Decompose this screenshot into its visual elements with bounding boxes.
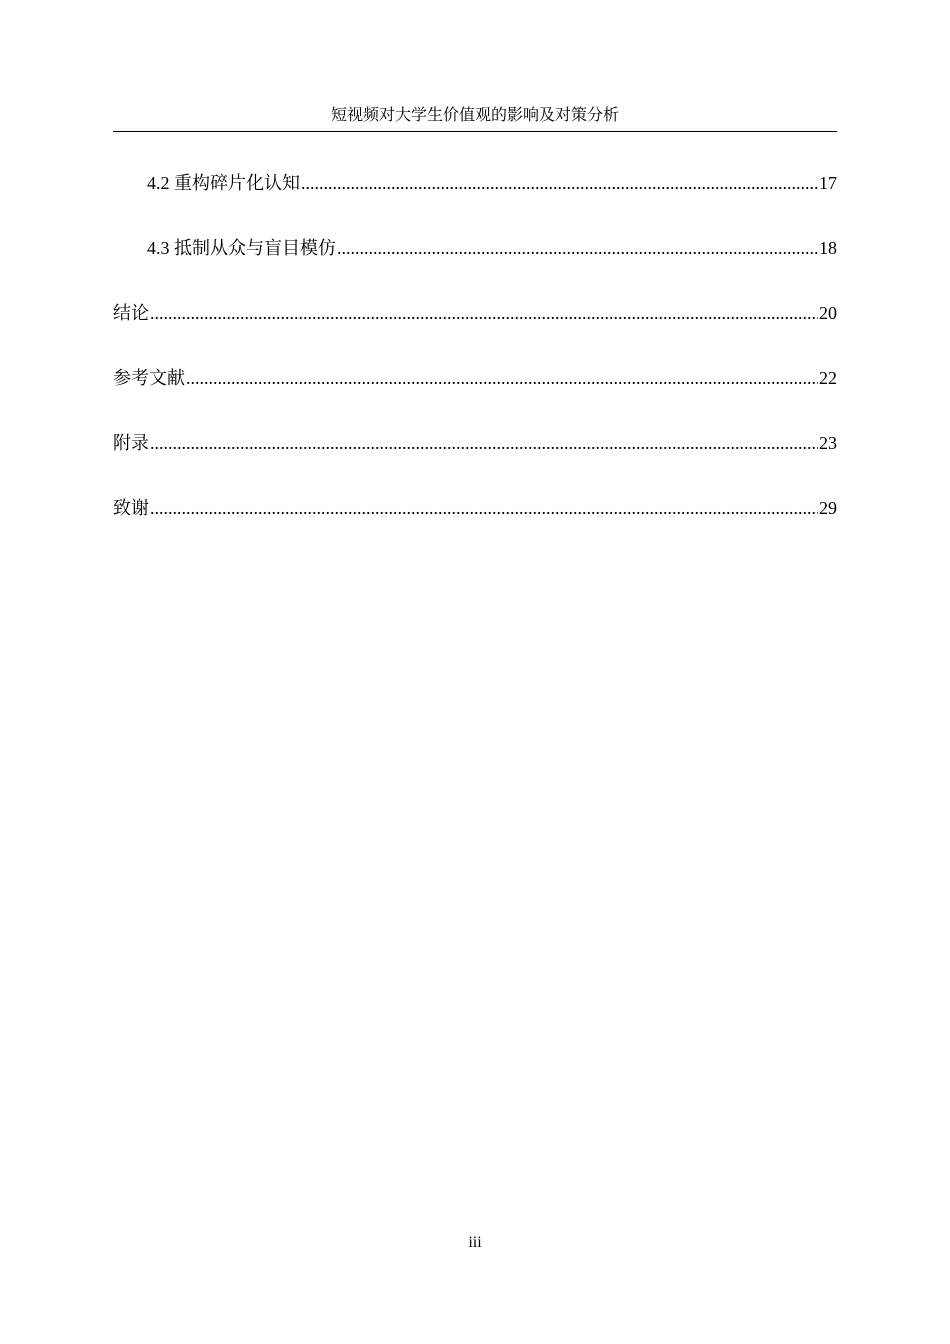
toc-entry-title: 4.2 重构碎片化认知	[147, 173, 300, 193]
toc-dot-leader	[150, 495, 818, 521]
page-footer	[0, 1233, 950, 1253]
toc-entry-4-3[interactable]	[113, 235, 837, 261]
toc-entry-title: 致谢	[113, 498, 149, 518]
toc-entry-conclusion[interactable]	[113, 300, 837, 326]
toc-entry-page: 18	[819, 238, 837, 258]
toc-dot-leader	[150, 430, 818, 456]
toc-entry-title: 结论	[113, 303, 149, 323]
running-header	[113, 104, 837, 132]
toc-dot-leader	[337, 235, 818, 261]
toc-entry-page: 17	[819, 173, 837, 193]
toc-entry-title: 参考文献	[113, 368, 185, 388]
table-of-contents	[113, 170, 837, 560]
toc-entry-acknowledgements[interactable]	[113, 495, 837, 521]
toc-entry-references[interactable]	[113, 365, 837, 391]
toc-entry-page: 22	[819, 368, 837, 388]
running-header-title: 短视频对大学生价值观的影响及对策分析	[330, 107, 619, 124]
page-number: iii	[468, 1234, 482, 1251]
toc-dot-leader	[186, 365, 818, 391]
toc-entry-page: 29	[819, 498, 837, 518]
toc-dot-leader	[150, 300, 818, 326]
toc-entry-page: 20	[819, 303, 837, 323]
toc-dot-leader	[301, 170, 818, 196]
toc-entry-appendix[interactable]	[113, 430, 837, 456]
toc-entry-title: 附录	[113, 433, 149, 453]
toc-entry-page: 23	[819, 433, 837, 453]
toc-entry-4-2[interactable]	[113, 170, 837, 196]
toc-entry-title: 4.3 抵制从众与盲目模仿	[147, 238, 336, 258]
